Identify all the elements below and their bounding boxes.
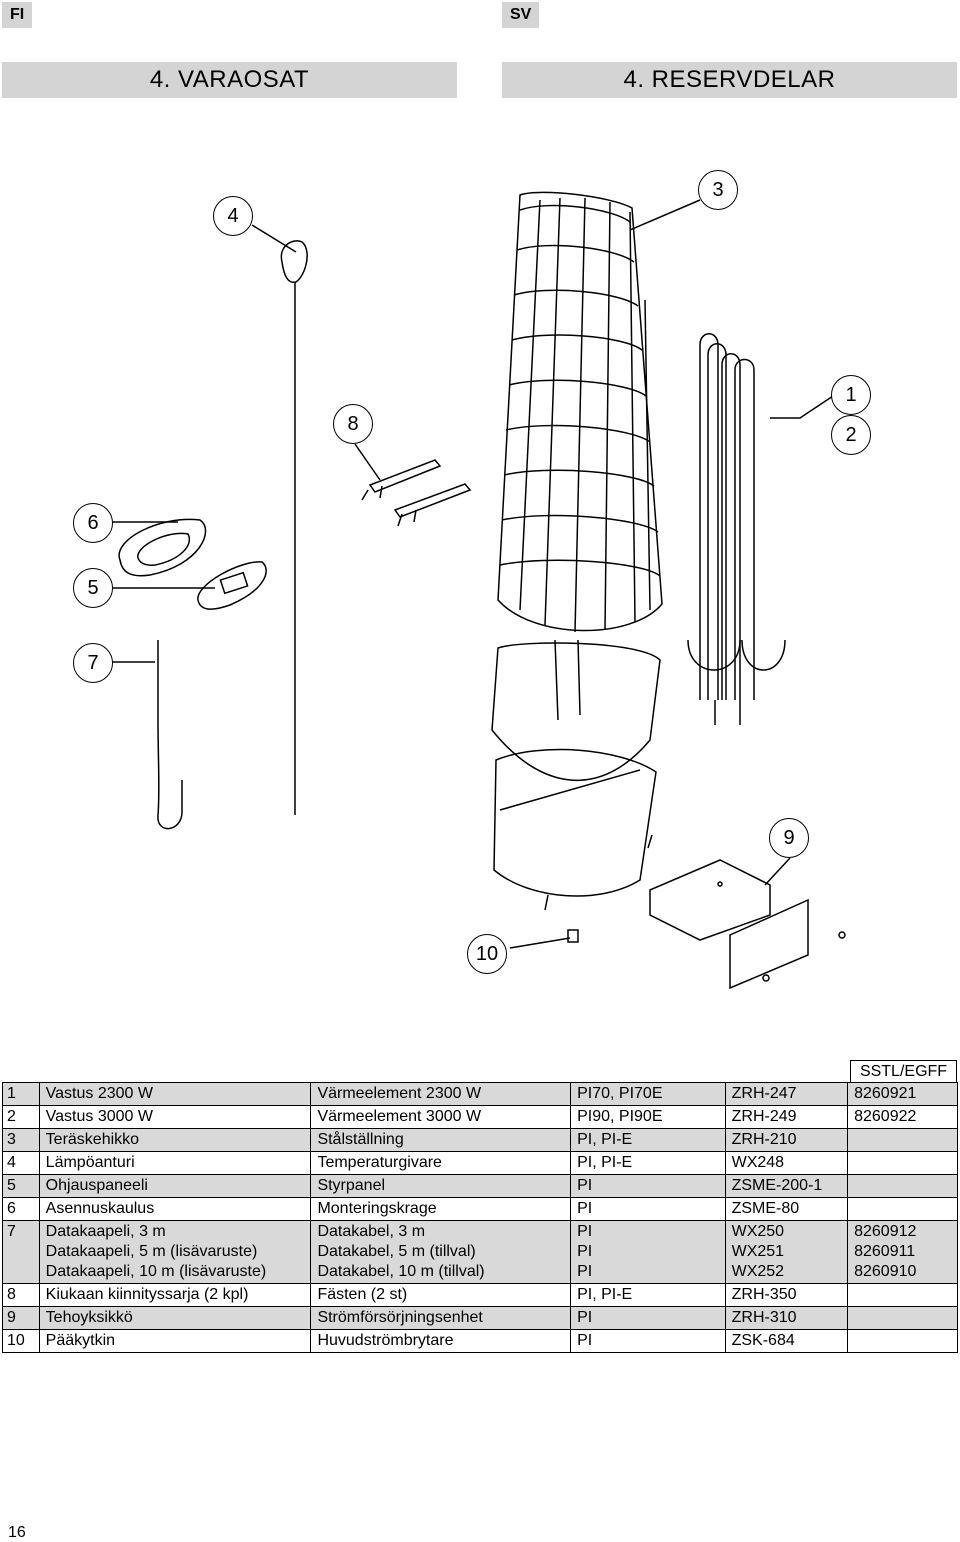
cell-model (571, 1221, 726, 1284)
model-line: PI, PI-E (577, 1131, 633, 1148)
cell-part-number (725, 1198, 847, 1221)
cell-finnish-name (39, 1221, 311, 1284)
part-number-line: ZSK-684 (731, 1332, 795, 1349)
finnish-name-line: Teräskehikko (45, 1131, 140, 1148)
cell-model (571, 1106, 726, 1129)
heater-body (492, 640, 660, 910)
callout-9: 9 (769, 818, 809, 858)
finnish-name-line: Tehoyksikkö (45, 1309, 133, 1326)
finnish-name-line: Vastus 3000 W (45, 1108, 153, 1125)
table-row (3, 1083, 958, 1106)
cell-sstl-code (848, 1175, 958, 1198)
model-line: PI, PI-E (577, 1154, 633, 1171)
cell-row-number: 1 (3, 1083, 40, 1106)
swedish-name-line: Värmeelement 2300 W (317, 1085, 482, 1102)
cell-swedish-name (311, 1083, 571, 1106)
table-row (3, 1198, 958, 1221)
cell-swedish-name (311, 1284, 571, 1307)
cell-sstl-code (848, 1152, 958, 1175)
cell-finnish-name (39, 1198, 311, 1221)
part-number-line: ZRH-249 (731, 1108, 797, 1125)
power-unit (650, 860, 845, 988)
model-line: PI70, PI70E (577, 1085, 663, 1102)
cell-part-number (725, 1330, 847, 1353)
cell-sstl-code (848, 1330, 958, 1353)
callout-7: 7 (73, 643, 113, 683)
part-number-line: ZSME-200-1 (731, 1177, 823, 1194)
model-line: PI (577, 1243, 593, 1260)
callout-5: 5 (73, 568, 113, 608)
cell-part-number (725, 1129, 847, 1152)
cell-part-number (725, 1175, 847, 1198)
cell-part-number (725, 1106, 847, 1129)
swedish-name-line: Monteringskrage (317, 1200, 437, 1217)
finnish-name-line: Datakaapeli, 10 m (lisävaruste) (45, 1263, 267, 1280)
cell-row-number: 6 (3, 1198, 40, 1221)
heating-elements (688, 334, 785, 725)
cell-part-number (725, 1083, 847, 1106)
swedish-name-line: Temperaturgivare (317, 1154, 442, 1171)
part-number-line: WX248 (731, 1154, 785, 1171)
sstl-code-line: 8260911 (854, 1243, 916, 1260)
cell-row-number: 4 (3, 1152, 40, 1175)
heading-fi: 4. VARAOSAT (2, 62, 457, 98)
callout-1: 1 (831, 375, 871, 415)
part-number-line: ZRH-247 (731, 1085, 797, 1102)
spare-parts-table (2, 1082, 958, 1353)
cell-sstl-code (848, 1307, 958, 1330)
table-row (3, 1175, 958, 1198)
part-number-line: ZRH-310 (731, 1309, 797, 1326)
table-row (3, 1106, 958, 1129)
table-row (3, 1284, 958, 1307)
model-line: PI90, PI90E (577, 1108, 663, 1125)
swedish-name-line: Datakabel, 5 m (tillval) (317, 1243, 476, 1260)
cell-swedish-name (311, 1221, 571, 1284)
data-cable (158, 640, 182, 829)
table-row (3, 1129, 958, 1152)
cell-finnish-name (39, 1330, 311, 1353)
mounting-brackets (362, 460, 470, 526)
callout-8: 8 (333, 404, 373, 444)
cell-swedish-name (311, 1307, 571, 1330)
swedish-name-line: Styrpanel (317, 1177, 386, 1194)
finnish-name-line: Ohjauspaneeli (45, 1177, 148, 1194)
cell-swedish-name (311, 1129, 571, 1152)
page-number: 16 (8, 1524, 26, 1541)
callout-2: 2 (831, 415, 871, 455)
table-row (3, 1330, 958, 1353)
code-column-header: SSTL/EGFF (850, 1060, 957, 1082)
cell-finnish-name (39, 1152, 311, 1175)
cell-sstl-code (848, 1198, 958, 1221)
cell-sstl-code (848, 1083, 958, 1106)
cell-swedish-name (311, 1175, 571, 1198)
swedish-name-line: Huvudströmbrytare (317, 1332, 454, 1349)
main-switch (568, 930, 578, 942)
model-line: PI (577, 1309, 593, 1326)
callout-4: 4 (213, 196, 253, 236)
table-row (3, 1152, 958, 1175)
cell-model (571, 1284, 726, 1307)
model-line: PI (577, 1263, 593, 1280)
model-line: PI (577, 1223, 593, 1240)
cell-model (571, 1307, 726, 1330)
lang-tag-fi: FI (2, 2, 32, 28)
cell-finnish-name (39, 1307, 311, 1330)
cell-model (571, 1198, 726, 1221)
part-number-line: ZRH-210 (731, 1131, 797, 1148)
cell-finnish-name (39, 1284, 311, 1307)
lang-tag-sv: SV (502, 2, 539, 28)
part-number-line: ZSME-80 (731, 1200, 800, 1217)
finnish-name-line: Asennuskaulus (45, 1200, 155, 1217)
table-row (3, 1221, 958, 1284)
sstl-code-line: 8260922 (854, 1108, 917, 1125)
finnish-name-line: Lämpöanturi (45, 1154, 135, 1171)
swedish-name-line: Datakabel, 10 m (tillval) (317, 1263, 485, 1280)
finnish-name-line: Pääkytkin (45, 1332, 116, 1349)
cell-row-number: 10 (3, 1330, 40, 1353)
model-line: PI (577, 1200, 593, 1217)
cell-model (571, 1330, 726, 1353)
swedish-name-line: Fästen (2 st) (317, 1286, 408, 1303)
steel-cage (498, 192, 662, 632)
cell-model (571, 1083, 726, 1106)
sstl-code-line: 8260921 (854, 1085, 917, 1102)
cell-finnish-name (39, 1129, 311, 1152)
cell-part-number (725, 1284, 847, 1307)
cell-sstl-code (848, 1106, 958, 1129)
cell-model (571, 1129, 726, 1152)
callout-3: 3 (698, 170, 738, 210)
cell-swedish-name (311, 1106, 571, 1129)
swedish-name-line: Strömförsörjningsenhet (317, 1309, 483, 1326)
cell-sstl-code (848, 1284, 958, 1307)
cell-finnish-name (39, 1106, 311, 1129)
cell-sstl-code (848, 1221, 958, 1284)
cell-part-number (725, 1307, 847, 1330)
control-panel (198, 562, 266, 609)
swedish-name-line: Datakabel, 3 m (317, 1223, 426, 1240)
callout-6: 6 (73, 503, 113, 543)
model-line: PI (577, 1332, 593, 1349)
model-line: PI, PI-E (577, 1286, 633, 1303)
cell-part-number (725, 1152, 847, 1175)
part-number-line: WX251 (731, 1243, 785, 1260)
part-number-line: WX250 (731, 1223, 785, 1240)
exploded-parts-diagram (0, 150, 960, 1030)
cell-row-number: 5 (3, 1175, 40, 1198)
finnish-name-line: Datakaapeli, 3 m (45, 1223, 166, 1240)
heading-sv: 4. RESERVDELAR (502, 62, 957, 98)
cell-model (571, 1152, 726, 1175)
cell-swedish-name (311, 1152, 571, 1175)
cell-swedish-name (311, 1330, 571, 1353)
callout-10: 10 (467, 934, 507, 974)
cell-row-number: 3 (3, 1129, 40, 1152)
swedish-name-line: Stålställning (317, 1131, 404, 1148)
cell-row-number: 9 (3, 1307, 40, 1330)
cell-row-number: 7 (3, 1221, 40, 1284)
finnish-name-line: Vastus 2300 W (45, 1085, 153, 1102)
finnish-name-line: Kiukaan kiinnityssarja (2 kpl) (45, 1286, 249, 1303)
part-number-line: WX252 (731, 1263, 785, 1280)
cell-model (571, 1175, 726, 1198)
temperature-sensor (281, 241, 307, 815)
sstl-code-line: 8260910 (854, 1263, 917, 1280)
sstl-code-line: 8260912 (854, 1223, 917, 1240)
cell-sstl-code (848, 1129, 958, 1152)
model-line: PI (577, 1177, 593, 1194)
cell-finnish-name (39, 1175, 311, 1198)
cell-swedish-name (311, 1198, 571, 1221)
cell-row-number: 8 (3, 1284, 40, 1307)
swedish-name-line: Värmeelement 3000 W (317, 1108, 482, 1125)
mounting-collar (119, 519, 205, 575)
finnish-name-line: Datakaapeli, 5 m (lisävaruste) (45, 1243, 258, 1260)
table-row (3, 1307, 958, 1330)
cell-part-number (725, 1221, 847, 1284)
cell-row-number: 2 (3, 1106, 40, 1129)
part-number-line: ZRH-350 (731, 1286, 797, 1303)
cell-finnish-name (39, 1083, 311, 1106)
